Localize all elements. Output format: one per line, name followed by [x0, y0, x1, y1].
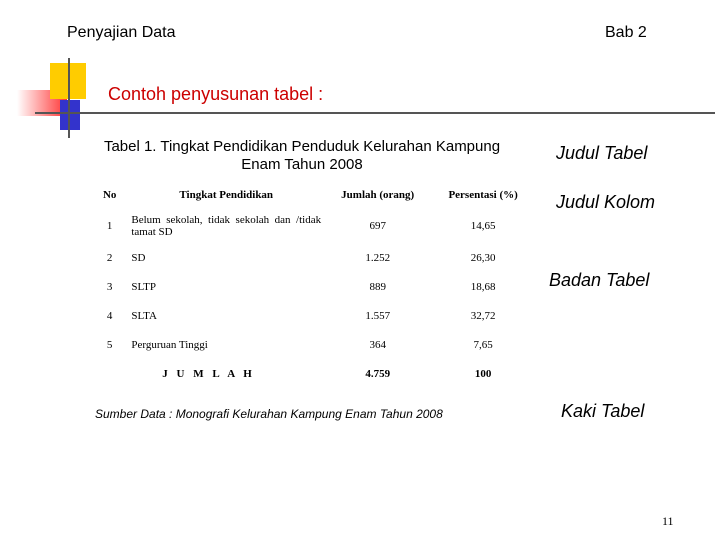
col-header-percent: Persentasi (%)	[448, 189, 518, 201]
col-header-level: Tingkat Pendidikan	[179, 189, 274, 201]
cell-no: 1	[106, 220, 113, 232]
decor-vertical-line	[68, 58, 70, 138]
cell-count: 364	[369, 338, 386, 351]
cell-no: 2	[106, 251, 113, 264]
annotation-kaki-tabel: Kaki Tabel	[561, 401, 645, 421]
table-caption: Tabel 1. Tingkat Pendidikan Penduduk Kelurahan Kampung Enam Tahun 2008	[103, 138, 501, 173]
header-section-title: Penyajian Data	[67, 24, 176, 41]
cell-percent: 32,72	[470, 309, 496, 322]
cell-no: 4	[106, 309, 113, 322]
cell-count: 889	[369, 280, 386, 293]
total-count: 4.759	[365, 367, 391, 380]
cell-count: 1.252	[365, 251, 391, 264]
cell-level: SLTP	[131, 280, 157, 293]
page-number: 11	[662, 514, 674, 528]
cell-percent: 26,30	[470, 251, 496, 264]
header-chapter: Bab 2	[605, 24, 647, 41]
cell-percent: 7,65	[473, 338, 493, 351]
col-header-count: Jumlah (orang)	[341, 189, 415, 201]
annotation-badan-tabel: Badan Tabel	[549, 270, 650, 290]
slide-subtitle: Contoh penyusunan tabel :	[108, 84, 324, 104]
table-row	[92, 209, 536, 243]
annotation-judul-tabel: Judul Tabel	[556, 143, 648, 163]
cell-no: 3	[106, 280, 113, 293]
decor-horizontal-line	[35, 112, 715, 114]
cell-level: SLTA	[131, 309, 157, 322]
table-header-row	[92, 181, 536, 209]
table-row	[92, 330, 536, 359]
table-row	[92, 301, 536, 330]
cell-no: 5	[106, 338, 113, 351]
decor-blue-square	[60, 100, 80, 130]
cell-level: SD	[131, 251, 146, 264]
total-percent: 100	[474, 367, 492, 380]
cell-count: 697	[369, 220, 386, 232]
table-total-row	[92, 359, 536, 388]
table-row	[92, 243, 536, 272]
col-header-no: No	[102, 189, 117, 201]
total-label: J U M L A H	[162, 367, 255, 380]
education-table	[92, 181, 536, 388]
annotation-judul-kolom: Judul Kolom	[556, 192, 656, 212]
cell-percent: 14,65	[470, 220, 496, 232]
table-row	[92, 272, 536, 301]
cell-level: Perguruan Tinggi	[131, 338, 208, 351]
cell-count: 1.557	[365, 309, 391, 322]
cell-percent: 18,68	[470, 280, 496, 293]
table-source-note: Sumber Data : Monografi Kelurahan Kampung Enam Tahun 2008	[95, 407, 443, 421]
cell-level: Belum sekolah, tidak sekolah dan /tidak tamat SD	[131, 214, 322, 238]
